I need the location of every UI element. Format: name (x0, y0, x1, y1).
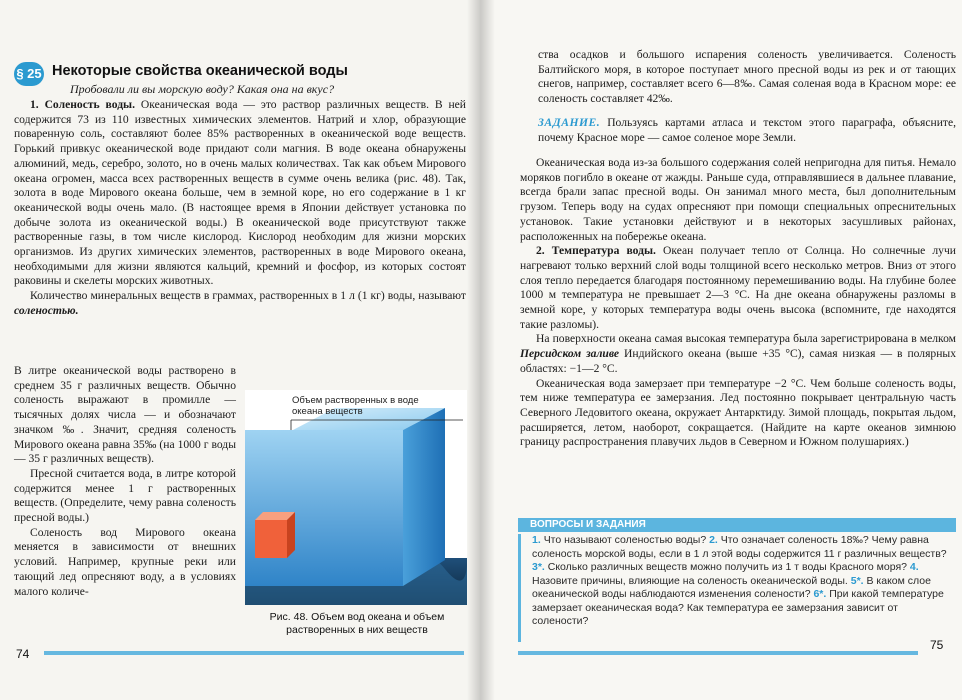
question-item: 2. Что означает соленость 18‰? Чему равна соленость морской воды, если в 1 л этой воды содержится 11 г различных веществ? (532, 534, 947, 560)
para-freezing: Океаническая вода замерзает при температуре −2 °С. Чем больше соленость воды, тем ниже температура ее замерзания. Лед постоянно покрывает центральную часть Северного Ледовитого океана, окружает Антарктиду. Зимой площадь, покрытая льдом, расширяется, летом, наоборот, сокращается. (Найдите на карте океанов зимнюю границу распространения плавучих льдов в Северном и Южном полушариях.) (520, 376, 956, 449)
para-surface-rest: Индийского океана (выше +35 °С), самая низкая — в полярных областях: −1—2 °С. (520, 347, 957, 375)
item2-heading: 2. Температура воды. (536, 244, 656, 258)
persian-gulf-term: Персидском заливе (520, 347, 620, 361)
para-surface-temperature (520, 332, 956, 376)
task-label: ЗАДАНИЕ. (538, 116, 601, 129)
figure-label: Объем растворенных в воде океана веществ (292, 395, 419, 417)
right-continuation (538, 48, 956, 107)
para2-rest: В литре океанической воды растворено в среднем 35 г различных веществ. Обычно соленость выражают в промилле — тысячных долях числа — и обозначают значком ‰. Значит, средняя соленость Мирового океана равна 35‰ (на 1000 г воды — 35 г различных веществ). (14, 364, 236, 466)
para4-salinity-changes: Соленость вод Мирового океана меняется в зависимости от внешних условий. Например, крупные реки или тающий лед опресняют воду, а в условиях малого количе- (14, 525, 236, 598)
question-item: 5*. В каком слое океанической воды наблюдаются изменения солености? (532, 574, 931, 600)
item2-paragraph (520, 244, 956, 332)
item2-text: Океан получает тепло от Солнца. Но солнечные лучи нагревают только верхний слой воды толщиной всего несколько метров. Вниз от этого слоя тепло передается благодаря постоянному перемешиванию воды. На глубине более 1000 м температура не превышает 2—3 °С. На дне океана обнаружены разломы в земной коре, у которых температура воды очень высока (вспомните, где находятся такие разломы). (520, 244, 956, 331)
section-number-badge: § 25 (14, 62, 44, 86)
question-item: 4. Назовите причины, влияющие на соленость океанической воды. (532, 561, 919, 587)
questions-list (532, 534, 952, 629)
para2-start: Количество минеральных веществ в граммах, растворенных в 1 л (1 кг) воды, называют (30, 289, 466, 303)
footer-bar-right (518, 651, 918, 655)
item1-text: Океаническая вода — это раствор различных веществ. В ней содержится 73 из 110 известных химических элементов. Натрий и хлор, образующие поваренную соль, составляют более 85% растворенных в океанической воде веществ. Горький привкус океанической воде придают соли магния. В воде океана обнаружены алюминий, медь, серебро, золото, но в очень малых количествах. Так как объем Мирового океана огромен, масса всех растворенных веществ в сумме очень велика (рис. 48). Так, золота в воде Мирового океана больше, чем в земной коре, но его содержание в 1 кг океанической воды очень мало. (В настоящее время в Японии действует установка по добыче золота из океанической воды.) В океанической воде присутствуют также растворенные газы, в том числе кислород. Кислород необходим для жизни морских организмов. Из других химических элементов, растворенных в воде Мирового океана, необходимыми для жизни являются кальций, кремний и фосфор, из которых состоят раковины и скелеты морских животных. (14, 98, 466, 288)
right-gutter-shadow (481, 0, 495, 700)
footer-bar-left (44, 651, 464, 655)
salinity-term: соленостью. (14, 303, 79, 317)
ocean-cube-illustration (245, 390, 467, 605)
figure-48 (245, 390, 467, 605)
section-question: Пробовали ли вы морскую воду? Какая она на вкус? (70, 82, 335, 96)
item1-block (14, 98, 466, 319)
para-continuation: ства осадков и большого испарения соленость увеличивается. Соленость Балтийского моря, в которое поступает много пресной воды из рек и от тающих снегов, например, составляет всего 6—8‰. Самая соленая вода в Красном море: ее соленость составляет 42‰. (538, 48, 956, 106)
salinity-definition-paragraph (14, 289, 466, 318)
para-surface-start: На поверхности океана самая высокая температура была зарегистрирована в мелком (536, 332, 956, 346)
task-text: Пользуясь картами атласа и текстом этого параграфа, объясните, почему Красное море — самое соленое море Земли. (538, 116, 957, 144)
question-item: 3*. Сколько различных веществ можно получить из 1 т воды Красного моря? (532, 561, 907, 573)
question-item: 1. Что называют соленостью воды? (532, 534, 707, 546)
page-number-left: 74 (16, 647, 30, 661)
left-narrow-column (14, 364, 236, 599)
section-title: Некоторые свойства океанической воды (52, 63, 348, 79)
figure-caption: Рис. 48. Объем вод океана и объем растворенных в них веществ (269, 611, 445, 636)
item1-heading: 1. Соленость воды. (30, 98, 136, 111)
task-block (538, 116, 956, 145)
questions-side-bar (518, 534, 521, 642)
left-gutter-shadow (467, 0, 481, 700)
para-drinking-water: Океаническая вода из-за большого содержания солей непригодна для питья. Немало моряков погибло в океане от жажды. Раньше суда, отправлявшиеся в дальнее плавание, всегда брали запас пресной воды. Он занимал много места, был дополнительным грузом. Теперь воду на судах опресняют при помощи специальных опреснительных установок. Такие установки действуют и в некоторых засушливых районах, расположенных на побережье океана. (520, 156, 956, 243)
questions-heading: ВОПРОСЫ И ЗАДАНИЯ (518, 518, 956, 532)
task-paragraph (538, 116, 956, 145)
item1-paragraph (14, 98, 466, 289)
right-main-text (520, 156, 956, 450)
question-item: 6*. При какой температуре замерзает океаническая вода? Как температура ее замерзания зависит от солености? (532, 588, 944, 627)
page-number-right: 75 (930, 638, 944, 652)
para3-fresh-water: Пресной считается вода, в литре которой содержится менее 1 г растворенных веществ. (Определите, чему равна соленость пресной воды.) (14, 466, 236, 525)
